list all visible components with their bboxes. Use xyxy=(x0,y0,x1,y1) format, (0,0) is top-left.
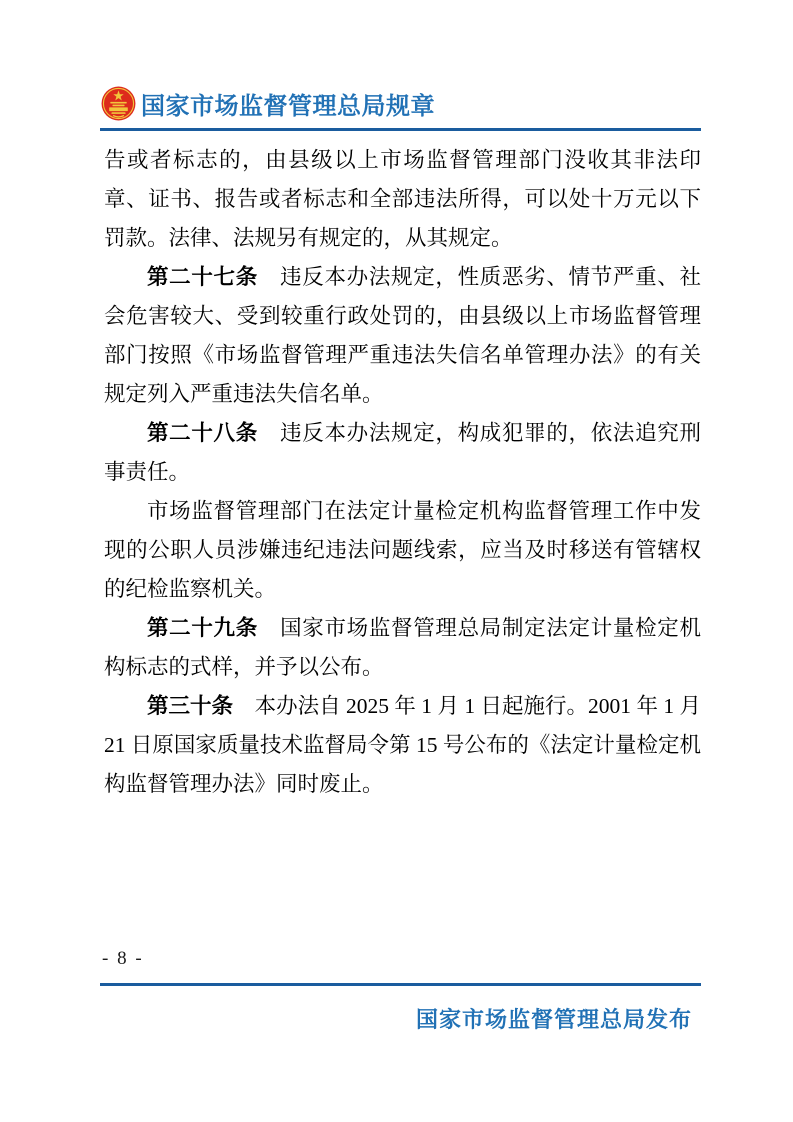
header-title: 国家市场监督管理总局规章 xyxy=(141,92,435,120)
national-emblem-icon xyxy=(101,86,136,121)
page-header xyxy=(101,83,435,123)
paragraph-text: 市场监督管理部门在法定计量检定机构监督管理工作中发现的公职人员涉嫌违纪违法问题线索，应当及时移送有管辖权的纪检监察机关。 xyxy=(104,499,701,601)
footer-publisher: 国家市场监督管理总局发布 xyxy=(415,1007,692,1032)
page-number: - 8 - xyxy=(102,948,144,969)
document-body xyxy=(104,141,701,804)
article-number: 第二十七条 xyxy=(147,265,258,289)
paragraph-text: 告或者标志的，由县级以上市场监督管理部门没收其非法印章、证书、报告或者标志和全部违法所得，可以处十万元以下罚款。法律、法规另有规定的，从其规定。 xyxy=(104,148,701,250)
paragraph-text: 国家市场监督管理总局制定法定计量检定机构标志的式样，并予以公布。 xyxy=(104,616,701,679)
paragraph xyxy=(104,609,701,687)
paragraph xyxy=(104,141,701,258)
article-number: 第三十条 xyxy=(147,694,234,718)
paragraph-text: 本办法自 2025 年 1 月 1 日起施行。2001 年 1 月 21 日原国家质量技术监督局令第 15 号公布的《法定计量检定机构监督管理办法》同时废止。 xyxy=(104,694,701,796)
footer-rule xyxy=(100,983,701,986)
article-number: 第二十九条 xyxy=(147,616,258,640)
paragraph xyxy=(104,687,701,804)
paragraph xyxy=(104,492,701,609)
paragraph-text: 违反本办法规定，构成犯罪的，依法追究刑事责任。 xyxy=(104,421,701,484)
paragraph-text: 违反本办法规定，性质恶劣、情节严重、社会危害较大、受到较重行政处罚的，由县级以上市场监督管理部门按照《市场监督管理严重违法失信名单管理办法》的有关规定列入严重违法失信名单。 xyxy=(104,265,701,406)
header-rule xyxy=(100,128,701,131)
paragraph xyxy=(104,414,701,492)
paragraph xyxy=(104,258,701,414)
article-number: 第二十八条 xyxy=(147,421,258,445)
